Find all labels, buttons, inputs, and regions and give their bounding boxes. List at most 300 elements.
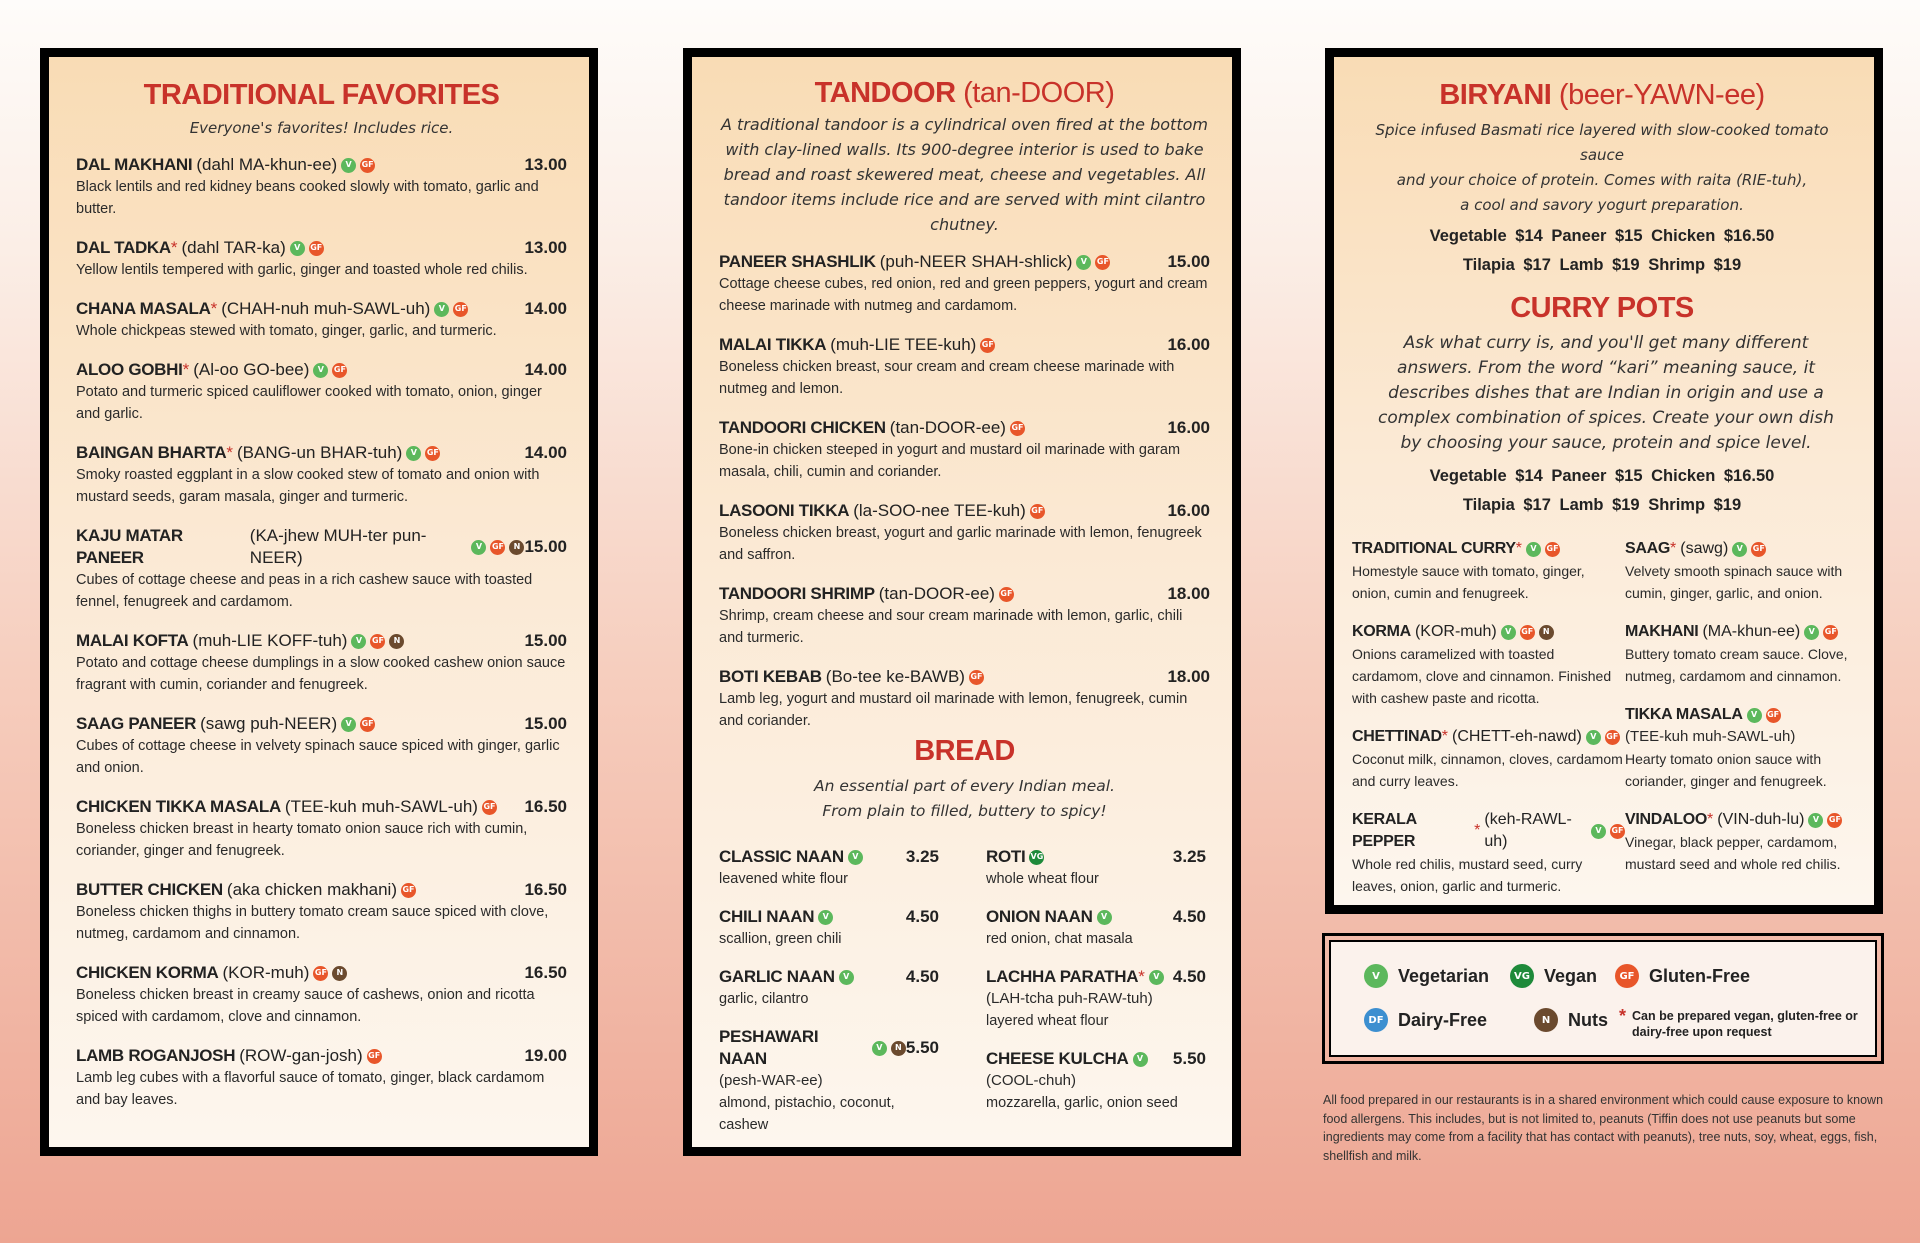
menu-item-price: 14.00 [524,360,567,379]
vegetarian-icon: V [1149,970,1164,985]
menu-item-description: Onions caramelized with toasted cardamom, clove and cinnamon. Finished with cashew paste and ricotta. [1352,646,1612,706]
menu-item-name: CLASSIC NAAN [719,847,844,866]
menu-item-description: Velvety smooth spinach sauce with cumin, ginger, garlic, and onion. [1625,563,1843,601]
menu-item-description: Boneless chicken breast in hearty tomato onion sauce rich with cumin, coriander, ginger and fenugreek. [76,821,528,859]
gluten-free-icon: GF [309,241,324,256]
nuts-icon: N [389,634,404,649]
menu-item-header [719,251,1210,273]
legend-nuts [1534,1008,1608,1032]
vegetarian-icon: V [1804,625,1819,640]
menu-item-header [719,1026,939,1070]
menu-item-price: 3.25 [1172,847,1206,866]
menu-item-name: KAJU MATAR PANEER [76,526,183,567]
menu-item-description: Boneless chicken thighs in buttery tomato cream sauce spiced with clove, nutmeg, cardamom and cinnamon. [76,904,549,942]
menu-item-name: ONION NAAN [986,907,1093,926]
menu-item-price: 16.50 [524,880,567,899]
menu-item-description: layered wheat flour [986,1013,1109,1029]
traditional-item [76,879,567,945]
gluten-free-icon: GF [1520,625,1535,640]
legend-gluten-free-label: Gluten-Free [1649,965,1751,986]
menu-item-price: 14.00 [524,299,567,318]
customizable-star: * [1670,540,1677,557]
gluten-free-icon: GF [453,302,468,317]
curry-pots-intro: Ask what curry is, and you'll get many different answers. From the word “kari” meaning sauce, it describes dishes that are Indian in origin and use a complex combination of spices. Create your own dish by choosing your sauce, protein and spice level. [1378,333,1834,453]
menu-item-name: PESHAWARI NAAN [719,1027,819,1068]
menu-item-name: CHICKEN TIKKA MASALA [76,797,281,816]
menu-item-description: Whole chickpeas stewed with tomato, ginger, garlic, and turmeric. [76,323,497,339]
curry-prices-line-1: Vegetable $14 Paneer $15 Chicken $16.50 [1429,467,1775,485]
menu-item-description: Boneless chicken breast in creamy sauce of cashews, onion and ricotta spiced with cardamom, clove and cinnamon. [76,987,535,1025]
biryani-prices-line-1: Vegetable $14 Paneer $15 Chicken $16.50 [1429,227,1775,245]
menu-item-description: almond, pistachio, coconut, cashew [719,1095,895,1133]
menu-item-name: CHANA MASALA [76,299,211,318]
menu-item-header [719,583,1210,605]
menu-item-pronunciation: (TEE-kuh muh-SAWL-uh) [1625,728,1796,745]
menu-item-pronunciation: (TEE-kuh muh-SAWL-uh) [284,797,478,816]
menu-item-header [719,500,1210,522]
menu-item-header [1352,726,1625,748]
biryani-prices [1352,222,1852,280]
customizable-star: * [1474,822,1481,839]
legend-vegetarian [1364,964,1489,988]
bread-item [719,846,939,890]
legend-gluten-free [1615,964,1750,988]
tandoor-item [719,500,1210,566]
gluten-free-icon: GF [360,158,375,173]
gluten-free-icon: GF [1545,542,1560,557]
bread-item [986,906,1206,950]
vegan-icon: VG [1510,964,1534,988]
menu-item-name: VINDALOO [1625,811,1708,828]
traditional-item [76,525,567,613]
menu-item-description: Cubes of cottage cheese and peas in a rich cashew sauce with toasted fennel, fenugreek and cardamom. [76,572,533,610]
menu-item-description: Cubes of cottage cheese in velvety spinach sauce spiced with ginger, garlic and onion. [76,738,560,776]
vegetarian-icon: V [1097,910,1112,925]
menu-item-pronunciation: (MA-khun-ee) [1702,623,1801,640]
bread-subtitle-2: From plain to filled, buttery to spicy! [822,802,1107,820]
menu-item-pronunciation: (BANG-un BHAR-tuh) [237,443,403,462]
tandoor-items-list [719,251,1210,732]
bread-title: BREAD [914,735,1015,767]
vegetarian-icon: V [1133,1052,1148,1067]
gluten-free-icon: GF [1823,625,1838,640]
curry-prices-line-2: Tilapia $17 Lamb $19 Shrimp $19 [1462,496,1742,514]
menu-item-pronunciation: (la-SOO-nee TEE-kuh) [853,501,1026,520]
curry-sauce-item [1625,809,1865,875]
curry-pots-title: CURRY POTS [1510,292,1694,324]
tandoor-item [719,251,1210,317]
gluten-free-icon: GF [1827,813,1842,828]
menu-item-price: 16.00 [1167,501,1210,520]
customizable-star: * [1138,967,1145,986]
menu-item-description: Bone-in chicken steeped in yogurt and mustard oil marinade with garam masala, chili, cumin and coriander. [719,442,1181,480]
menu-item-price: 13.00 [524,155,567,174]
menu-item-description: Homestyle sauce with tomato, ginger, onion, cumin and fenugreek. [1352,563,1585,601]
menu-item-description: Potato and turmeric spiced cauliflower cooked with tomato, onion, ginger and garlic. [76,384,542,422]
legend-vegetarian-label: Vegetarian [1398,965,1490,986]
vegan-icon: VG [1029,850,1044,865]
menu-item-price: 16.50 [524,963,567,982]
vegetarian-icon: V [471,540,486,555]
menu-item-price: 13.00 [524,238,567,257]
menu-item-description: red onion, chat masala [986,931,1133,947]
bread-subtitle-1: An essential part of every Indian meal. [814,777,1115,795]
menu-item-header [986,1048,1206,1070]
menu-item-price: 14.00 [524,443,567,462]
menu-item-description: Yellow lentils tempered with garlic, ginger and toasted whole red chilis. [76,262,528,278]
vegetarian-icon: V [1526,542,1541,557]
legend-star-note [1619,1008,1862,1040]
vegetarian-icon: V [1732,542,1747,557]
menu-item-name: CHEESE KULCHA [986,1049,1129,1068]
gluten-free-icon: GF [980,338,995,353]
customizable-star: * [170,238,178,257]
menu-item-description: Potato and cottage cheese dumplings in a slow cooked cashew onion sauce fragrant with cumin, coriander and fenugreek. [76,655,566,693]
vegetarian-icon: V [848,850,863,865]
dietary-legend-inner [1329,940,1877,1057]
nuts-icon: N [509,540,524,555]
vegetarian-icon: V [1747,708,1762,723]
vegetarian-icon: V [341,158,356,173]
menu-item-description: Boneless chicken breast, sour cream and cream cheese marinade with nutmeg and lemon. [719,359,1175,397]
biryani-title-pron: (beer-YAWN-ee) [1558,79,1765,111]
biryani-intro-1: Spice infused Basmati rice layered with slow-cooked tomato sauce [1375,121,1829,164]
vegetarian-icon: V [872,1041,887,1056]
menu-item-price: 15.00 [524,714,567,733]
menu-item-price: 4.50 [905,907,939,926]
menu-item-description: Black lentils and red kidney beans cooked slowly with tomato, garlic and butter. [76,179,539,217]
menu-item-header [986,906,1206,928]
menu-item-header [1352,538,1625,560]
menu-item-pronunciation: (muh-LIE KOFF-tuh) [192,631,348,650]
menu-item-pronunciation: (CHETT-eh-nawd) [1451,728,1582,745]
tandoor-panel [683,48,1241,1156]
menu-item-pronunciation: (Al-oo GO-bee) [193,360,310,379]
bread-column-left [719,846,939,1152]
gluten-free-icon: GF [999,587,1014,602]
traditional-item [76,713,567,779]
tandoor-item [719,417,1210,483]
menu-item-pronunciation: (COOL-chuh) [986,1072,1077,1089]
menu-item-name: MALAI TIKKA [719,335,827,354]
menu-item-name: MAKHANI [1625,623,1699,640]
menu-item-name: CHETTINAD [1352,728,1442,745]
menu-item-header [76,237,567,259]
nuts-icon: N [891,1041,906,1056]
menu-item-header [76,796,567,818]
menu-item-header [719,417,1210,439]
gluten-free-icon: GF [1095,255,1110,270]
menu-item-header [76,1045,567,1067]
menu-item-header [76,525,567,569]
menu-item-description: Hearty tomato onion sauce with coriander, ginger and fenugreek. [1625,751,1827,789]
menu-item-pronunciation: (KOR-muh) [222,963,310,982]
vegetarian-icon: V [1586,730,1601,745]
menu-item-description: Whole red chilis, mustard seed, curry leaves, onion, garlic and turmeric. [1352,856,1583,894]
traditional-item [76,154,567,220]
menu-item-price: 5.50 [905,1038,939,1057]
menu-item-description: mozzarella, garlic, onion seed [986,1095,1178,1111]
curry-sauce-item [1352,538,1625,604]
gluten-free-icon: GF [1030,504,1045,519]
customizable-star: * [1441,728,1448,745]
menu-item-header [1625,538,1865,560]
menu-item-header [1625,809,1865,831]
menu-item-pronunciation: (tan-DOOR-ee) [878,584,995,603]
menu-item-pronunciation: (dahl MA-khun-ee) [196,155,338,174]
menu-item-price: 19.00 [524,1046,567,1065]
traditional-item [76,442,567,508]
gluten-free-icon: GF [332,363,347,378]
menu-item-name: TRADITIONAL CURRY [1352,540,1516,557]
gluten-free-icon: GF [1615,964,1639,988]
gluten-free-icon: GF [367,1049,382,1064]
traditional-item [76,237,567,281]
gluten-free-icon: GF [1610,824,1625,839]
bread-item [719,906,939,950]
legend-nuts-label: Nuts [1568,1009,1608,1030]
vegetarian-icon: V [1364,964,1388,988]
menu-item-description: Coconut milk, cinnamon, cloves, cardamom and curry leaves. [1352,751,1623,789]
allergen-disclaimer: All food prepared in our restaurants is in a shared environment which could cause exposure to known food allergens. This includes, but is not limited to, peanuts (Tiffin does not use peanuts but some ingredients may come from a facility that has contact with peanuts), tree nuts, soy, wheat, eggs, fish, shellfish and milk. [1323,1093,1884,1163]
nuts-icon: N [1534,1008,1558,1032]
traditional-favorites-subtitle: Everyone's favorites! Includes rice. [189,119,454,137]
curry-pots-prices [1352,462,1852,520]
curry-sauce-item [1625,538,1865,604]
menu-item-description: whole wheat flour [986,871,1099,887]
tandoor-item [719,583,1210,649]
vegetarian-icon: V [1501,625,1516,640]
menu-item-header [76,359,567,381]
vegetarian-icon: V [818,910,833,925]
gluten-free-icon: GF [1766,708,1781,723]
menu-item-description: Smoky roasted eggplant in a slow cooked stew of tomato and onion with mustard seeds, garam masala, ginger and turmeric. [76,467,540,505]
menu-item-price: 15.00 [1167,252,1210,271]
tandoor-item [719,666,1210,732]
menu-item-header [76,713,567,735]
menu-item-name: MALAI KOFTA [76,631,189,650]
menu-item-description: Lamb leg, yogurt and mustard oil marinade with lemon, fenugreek, cumin and coriander. [719,691,1188,729]
menu-item-pronunciation: (LAH-tcha puh-RAW-tuh) [986,990,1153,1007]
menu-item-price: 18.00 [1167,667,1210,686]
legend-dairy-free [1364,1008,1487,1032]
vegetarian-icon: V [839,970,854,985]
traditional-item [76,359,567,425]
gluten-free-icon: GF [1605,730,1620,745]
menu-item-header [719,846,939,868]
menu-item-name: BAINGAN BHARTA [76,443,227,462]
menu-item-description: garlic, cilantro [719,991,809,1007]
menu-item-description: Vinegar, black pepper, cardamom, mustard seed and whole red chilis. [1625,834,1841,872]
curry-sauce-item [1352,621,1625,709]
legend-dairy-free-label: Dairy-Free [1398,1009,1488,1030]
vegetarian-icon: V [351,634,366,649]
biryani-title [1352,79,1852,112]
traditional-item [76,796,567,862]
menu-item-name: LASOONI TIKKA [719,501,850,520]
curry-sauce-item [1352,809,1625,897]
biryani-title-name: BIRYANI [1439,79,1552,111]
vegetarian-icon: V [434,302,449,317]
gluten-free-icon: GF [490,540,505,555]
gluten-free-icon: GF [1751,542,1766,557]
traditional-favorites-title: TRADITIONAL FAVORITES [143,79,500,111]
menu-item-price: 4.50 [1172,907,1206,926]
bread-item [719,1026,939,1136]
nuts-icon: N [332,966,347,981]
curry-sauce-item [1625,704,1865,792]
menu-item-description: Cottage cheese cubes, red onion, red and green peppers, yogurt and cream cheese marinade with nutmeg and cardamom. [719,276,1208,314]
vegetarian-icon: V [1591,824,1606,839]
legend-vegan [1510,964,1597,988]
customizable-star: * [1707,811,1714,828]
vegetarian-icon: V [290,241,305,256]
menu-item-name: SAAG [1625,540,1671,557]
gluten-free-icon: GF [360,717,375,732]
menu-item-name: TIKKA MASALA [1625,706,1743,723]
bread-item [986,966,1206,1032]
menu-item-header [719,334,1210,356]
tandoor-title-pron: (tan-DOOR) [963,77,1115,109]
vegetarian-icon: V [1076,255,1091,270]
menu-item-pronunciation: (dahl TAR-ka) [181,238,286,257]
menu-item-price: 3.25 [905,847,939,866]
menu-item-name: BUTTER CHICKEN [76,880,223,899]
menu-item-name: DAL MAKHANI [76,155,193,174]
menu-item-name: CHICKEN KORMA [76,963,219,982]
menu-item-header [986,966,1206,988]
menu-item-pronunciation: (pesh-WAR-ee) [719,1072,823,1089]
menu-item-header [76,154,567,176]
menu-item-pronunciation: (KOR-muh) [1414,623,1497,640]
biryani-intro-3: a cool and savory yogurt preparation. [1460,196,1744,214]
tandoor-item [719,334,1210,400]
curry-sauces-column-right [1625,538,1865,914]
customizable-star: * [210,299,218,318]
menu-item-header [76,962,567,984]
gluten-free-icon: GF [401,883,416,898]
menu-item-description: Lamb leg cubes with a flavorful sauce of tomato, ginger, black cardamom and bay leaves. [76,1070,545,1108]
gluten-free-icon: GF [313,966,328,981]
menu-item-name: LAMB ROGANJOSH [76,1046,236,1065]
menu-item-price: 4.50 [1172,967,1206,986]
menu-item-header [76,879,567,901]
menu-item-pronunciation: (sawg puh-NEER) [200,714,338,733]
menu-item-header [1625,704,1865,726]
gluten-free-icon: GF [969,670,984,685]
menu-item-pronunciation: (sawg) [1680,540,1729,557]
menu-item-pronunciation: (aka chicken makhani) [226,880,397,899]
gluten-free-icon: GF [425,446,440,461]
menu-item-price: 16.00 [1167,335,1210,354]
bread-item [986,1048,1206,1114]
menu-item-header [719,906,939,928]
menu-item-description: leavened white flour [719,871,848,887]
menu-item-description: Buttery tomato cream sauce. Clove, nutmeg, cardamom and cinnamon. [1625,646,1848,684]
traditional-item [76,298,567,342]
gluten-free-icon: GF [482,800,497,815]
menu-item-header [719,966,939,988]
bread-item [986,846,1206,890]
gluten-free-icon: GF [370,634,385,649]
menu-item-price: 16.00 [1167,418,1210,437]
legend-vegan-label: Vegan [1544,965,1598,986]
traditional-item [76,962,567,1028]
vegetarian-icon: V [1808,813,1823,828]
menu-item-name: SAAG PANEER [76,714,197,733]
curry-sauce-item [1625,621,1865,687]
menu-item-name: BOTI KEBAB [719,667,822,686]
menu-item-header [719,666,1210,688]
menu-item-name: KERALA PEPPER [1352,811,1417,850]
menu-item-header [986,846,1206,868]
dietary-legend [1322,933,1884,1064]
vegetarian-icon: V [406,446,421,461]
vegetarian-icon: V [341,717,356,732]
biryani-prices-line-2: Tilapia $17 Lamb $19 Shrimp $19 [1462,256,1742,274]
dairy-free-icon: DF [1364,1008,1388,1032]
menu-item-pronunciation: (CHAH-nuh muh-SAWL-uh) [221,299,431,318]
curry-sauce-item [1352,726,1625,792]
menu-item-name: KORMA [1352,623,1411,640]
bread-grid [719,846,1210,1152]
customizable-star: * [182,360,190,379]
tandoor-intro: A traditional tandoor is a cylindrical oven fired at the bottom with clay-lined walls. Its 900-degree interior is used to bake bread and roast skewered meat, cheese and vegetables. All tandoor items include rice and are served with mint cilantro chutney. [721,115,1208,234]
curry-sauces-column-left [1352,538,1625,914]
menu-item-header [1625,621,1865,643]
menu-item-pronunciation: (VIN-duh-lu) [1717,811,1805,828]
bread-column-right [986,846,1206,1152]
menu-item-price: 5.50 [1172,1049,1206,1068]
menu-item-header [1352,621,1625,643]
legend-star-symbol: * [1619,1006,1627,1026]
legend-star-text: Can be prepared vegan, gluten-free or dairy-free upon request [1632,1009,1858,1039]
customizable-star: * [226,443,233,462]
menu-item-pronunciation: (tan-DOOR-ee) [889,418,1006,437]
menu-item-header [76,630,567,652]
menu-item-price: 4.50 [905,967,939,986]
menu-item-name: DAL TADKA [76,238,171,257]
menu-item-header [1352,809,1625,853]
traditional-favorites-panel [40,48,598,1156]
menu-item-price: 15.00 [524,537,567,556]
menu-item-description: Boneless chicken breast, yogurt and garlic marinade with lemon, fenugreek and saffron. [719,525,1202,563]
menu-item-header [76,298,567,320]
menu-item-name: ALOO GOBHI [76,360,183,379]
menu-item-name: PANEER SHASHLIK [719,252,876,271]
traditional-items-list [76,154,567,1111]
menu-item-description: scallion, green chili [719,931,842,947]
biryani-curry-panel [1325,48,1883,914]
menu-item-price: 16.50 [524,797,567,816]
tandoor-title [719,77,1210,110]
menu-item-name: LACHHA PARATHA [986,967,1139,986]
menu-item-header [76,442,567,464]
bread-item [719,966,939,1010]
biryani-intro-2: and your choice of protein. Comes with raita (RIE-tuh), [1396,171,1808,189]
menu-item-pronunciation: (puh-NEER SHAH-shlick) [879,252,1073,271]
customizable-star: * [1515,540,1523,557]
menu-item-pronunciation: (Bo-tee ke-BAWB) [825,667,965,686]
menu-item-pronunciation: (ROW-gan-josh) [239,1046,363,1065]
menu-item-price: 18.00 [1167,584,1210,603]
menu-item-description: Shrimp, cream cheese and sour cream marinade with lemon, garlic, chili and turmeric. [719,608,1183,646]
nuts-icon: N [1539,625,1554,640]
menu-item-pronunciation: (keh-RAWL-uh) [1484,811,1572,850]
menu-item-name: TANDOORI CHICKEN [719,418,886,437]
menu-item-name: CHILI NAAN [719,907,815,926]
menu-item-name: GARLIC NAAN [719,967,835,986]
